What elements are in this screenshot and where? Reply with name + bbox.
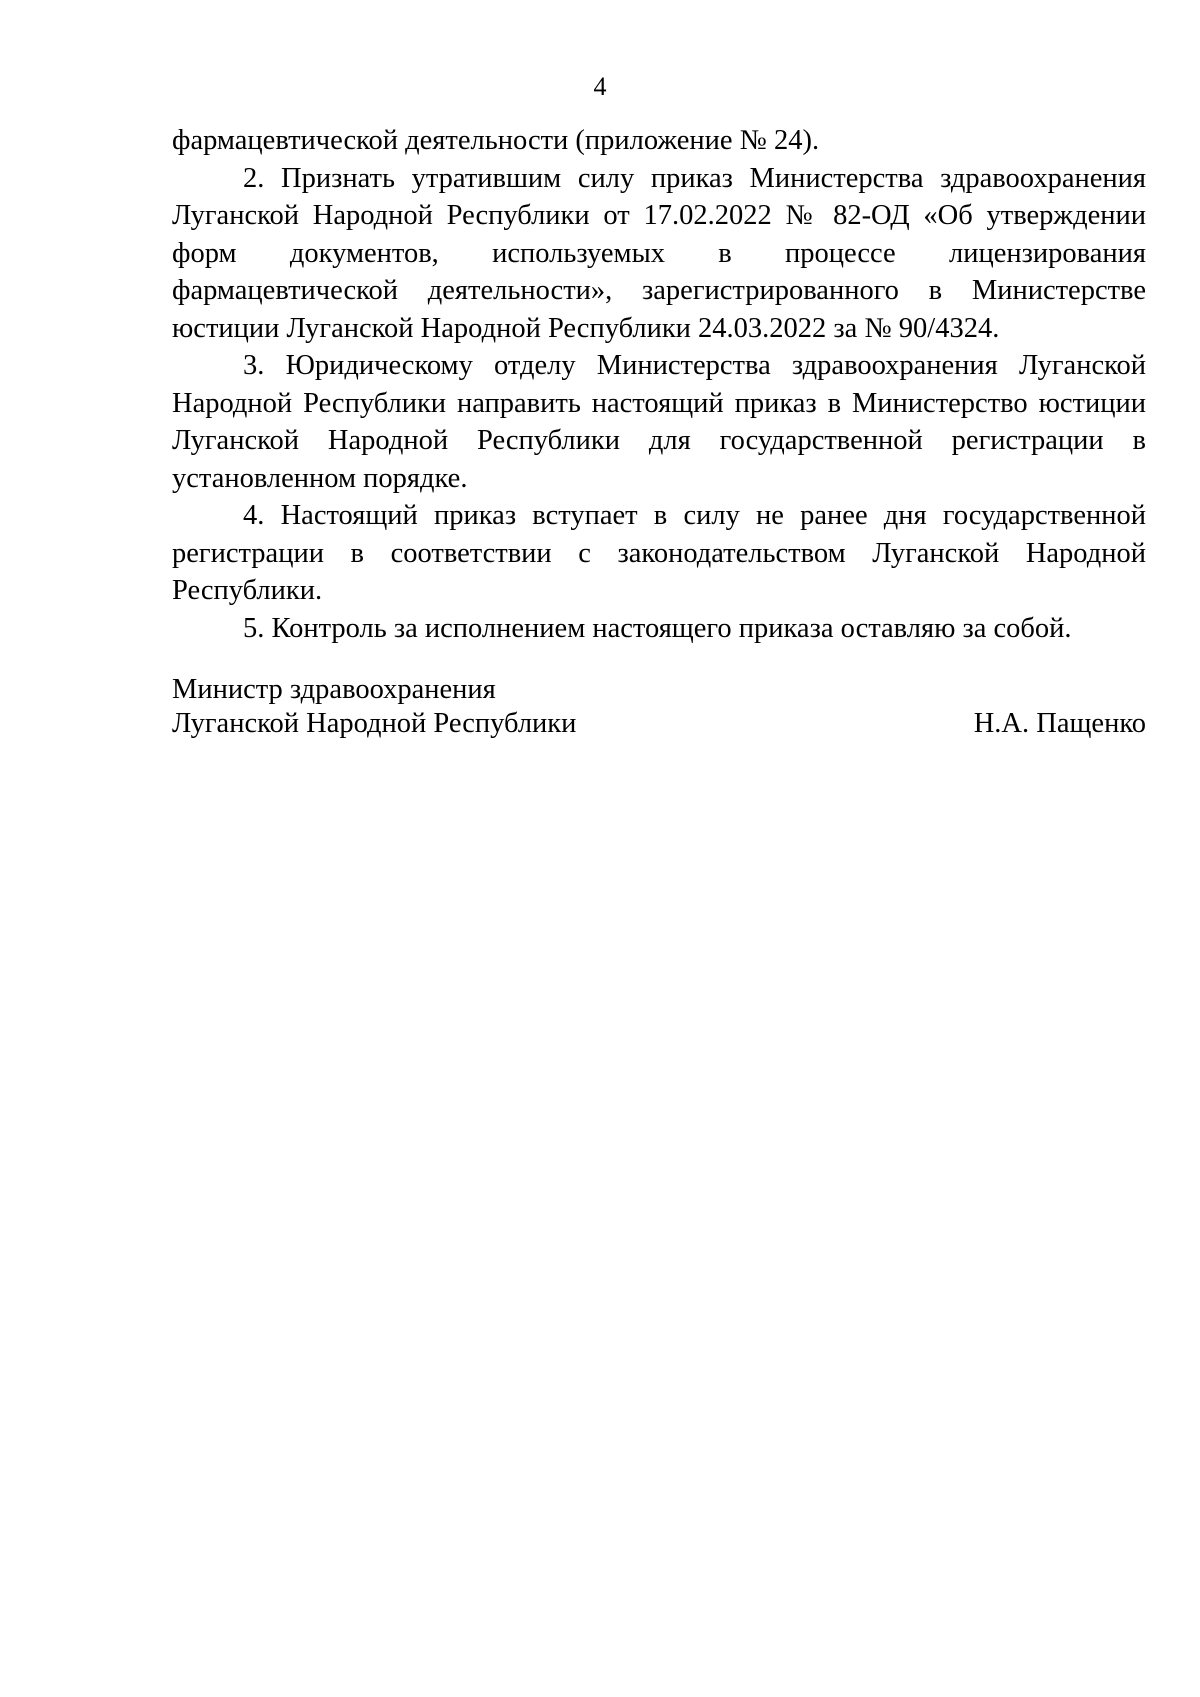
signature-block (172, 673, 1146, 741)
signatory-position-line-1: Министр здравоохранения (172, 674, 496, 705)
document-body (172, 122, 1146, 647)
paragraph-item-4: 4. Настоящий приказ вступает в силу не ранее дня государственной регистрации в соответствии с законодательством Луганской Народной Республики. (172, 500, 1146, 606)
page-number: 4 (593, 72, 607, 101)
signatory-position-line-2: Луганской Народной Республики (172, 708, 577, 739)
paragraph-continuation: фармацевтической деятельности (приложение № 24). (172, 125, 820, 156)
paragraph-item-5: 5. Контроль за исполнением настоящего приказа оставляю за собой. (243, 612, 1072, 644)
paragraph-item-3: 3. Юридическому отделу Министерства здравоохранения Луганской Народной Республики направить настоящий приказ в Министерство юстиции Луганской Народной Республики для государственной регистрации в установленном порядке. (172, 350, 1146, 494)
paragraph-item-2: 2. Признать утратившим силу приказ Министерства здравоохранения Луганской Народной Республики от 17.02.2022 № 82-ОД «Об утверждении форм документов, используемых в процессе лицензирования фармацевтической деятельности», зарегистрированного в Министерстве юстиции Луганской Народной Республики 24.03.2022 за № 90/4324. (172, 162, 1146, 344)
signature-line-1 (172, 673, 1146, 707)
signature-line-2 (172, 707, 1146, 741)
signatory-name: Н.А. Пащенко (973, 708, 1146, 739)
